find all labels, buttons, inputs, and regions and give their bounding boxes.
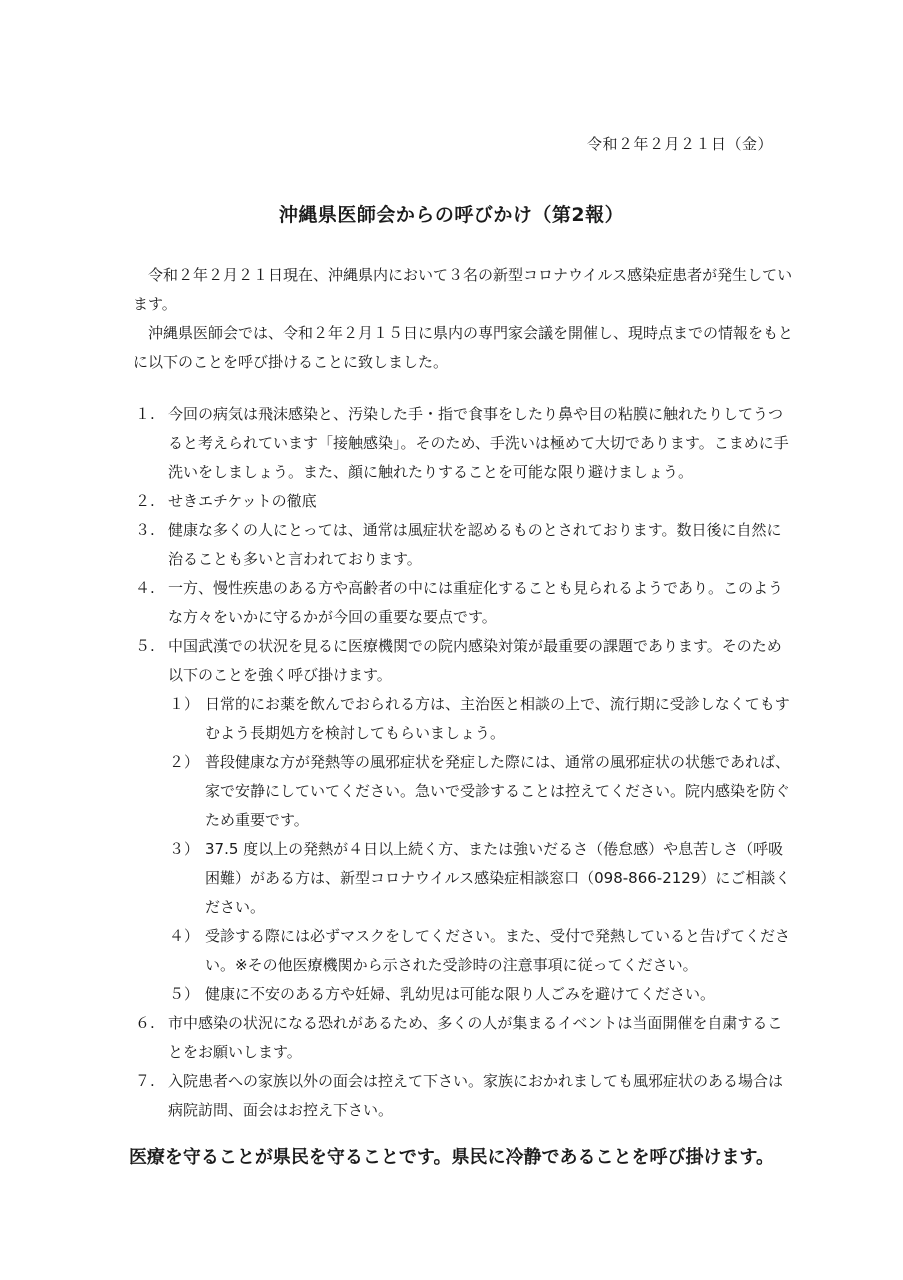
list-item-text: 今回の病気は飛沫感染と、汚染した手・指で食事をしたり鼻や目の粘膜に触れたりしてうつると考えられています「接触感染」。そのため、手洗いは極めて大切であります。こまめに手洗いをしましょう。また、顔に触れたりすることを可能な限り避けましょう。 <box>168 405 789 481</box>
list-item-1 <box>135 400 795 487</box>
list-item-number: ６. <box>135 1014 155 1032</box>
closing-statement: 医療を守ることが県民を守ることです。県民に冷静であることを呼び掛けます。 <box>128 1147 775 1168</box>
list-item-number: ３. <box>135 521 155 539</box>
sub-item-number: ３） <box>169 840 200 858</box>
list-item-text: 中国武漢での状況を見るに医療機関での院内感染対策が最重要の課題であります。そのため以下のことを強く呼び掛けます。 <box>168 637 782 684</box>
list-item-text: 健康な多くの人にとっては、通常は風症状を認めるものとされております。数日後に自然に治ることも多いと言われております。 <box>168 521 782 568</box>
sub-item-text: 日常的にお薬を飲んでおられる方は、主治医と相談の上で、流行期に受診しなくてもすむよう長期処方を検討してもらいましょう。 <box>205 695 790 742</box>
sub-item-2 <box>169 748 795 835</box>
list-item-5 <box>135 632 795 690</box>
sub-item-number: ５） <box>169 985 200 1003</box>
sub-item-number: ４） <box>169 927 200 945</box>
sub-item-4 <box>169 922 795 980</box>
list-item-number: １. <box>135 405 155 423</box>
list-item-number: ７. <box>135 1072 155 1090</box>
list-item-6 <box>135 1009 795 1067</box>
intro-paragraph-2 <box>133 319 793 377</box>
list-item-number: ２. <box>135 492 155 510</box>
list-item-number: ４. <box>135 579 155 597</box>
sub-item-text: 受診する際には必ずマスクをしてください。また、受付で発熱していると告げてください。※その他医療機関から示された受診時の注意事項に従ってください。 <box>205 927 791 974</box>
list-item-text: 一方、慢性疾患のある方や高齢者の中には重症化することも見られるようであり。このような方々をいかに守るかが今回の重要な要点です。 <box>168 579 784 626</box>
sub-item-1 <box>169 690 795 748</box>
intro-text-2: 沖縄県医師会では、令和２年２月１５日に県内の専門家会議を開催し、現時点までの情報をもとに以下のことを呼び掛けることに致しました。 <box>133 324 794 371</box>
sub-item-number: １） <box>169 695 200 713</box>
sub-item-text: 健康に不安のある方や妊婦、乳幼児は可能な限り人ごみを避けてください。 <box>205 985 716 1003</box>
list-item-4 <box>135 574 795 632</box>
list-item-text: せきエチケットの徹底 <box>168 492 317 510</box>
numbered-list <box>135 400 795 1125</box>
list-item-number: ５. <box>135 637 155 655</box>
document-date: 令和２年２月２１日（金） <box>586 135 773 153</box>
intro-text-1: 令和２年２月２１日現在、沖縄県内において３名の新型コロナウイルス感染症患者が発生しています。 <box>133 266 793 313</box>
list-item-text: 市中感染の状況になる恐れがあるため、多くの人が集まるイベントは当面開催を自粛することをお願いします。 <box>168 1014 783 1061</box>
sub-item-text: 普段健康な方が発熱等の風邪症状を発症した際には、通常の風邪症状の状態であれば、家で安静にしていてください。急いで受診することは控えてください。院内感染を防ぐため重要です。 <box>205 753 791 829</box>
list-item-3 <box>135 516 795 574</box>
intro-paragraph-1 <box>133 261 793 319</box>
list-item-7 <box>135 1067 795 1125</box>
list-item-2 <box>135 487 795 516</box>
sub-item-number: ２） <box>169 753 200 771</box>
sub-item-3 <box>169 835 795 922</box>
sub-item-text: 37.5 度以上の発熱が４日以上続く方、または強いだるさ（倦怠感）や息苦しさ（呼吸困難）がある方は、新型コロナウイルス感染症相談窓口（098-866-2129）にご相談ください。 <box>205 840 791 916</box>
sub-item-5 <box>169 980 795 1009</box>
document-title: 沖縄県医師会からの呼びかけ（第2報） <box>278 204 625 226</box>
list-item-text: 入院患者への家族以外の面会は控えて下さい。家族におかれましても風邪症状のある場合は病院訪問、面会はお控え下さい。 <box>168 1072 784 1119</box>
